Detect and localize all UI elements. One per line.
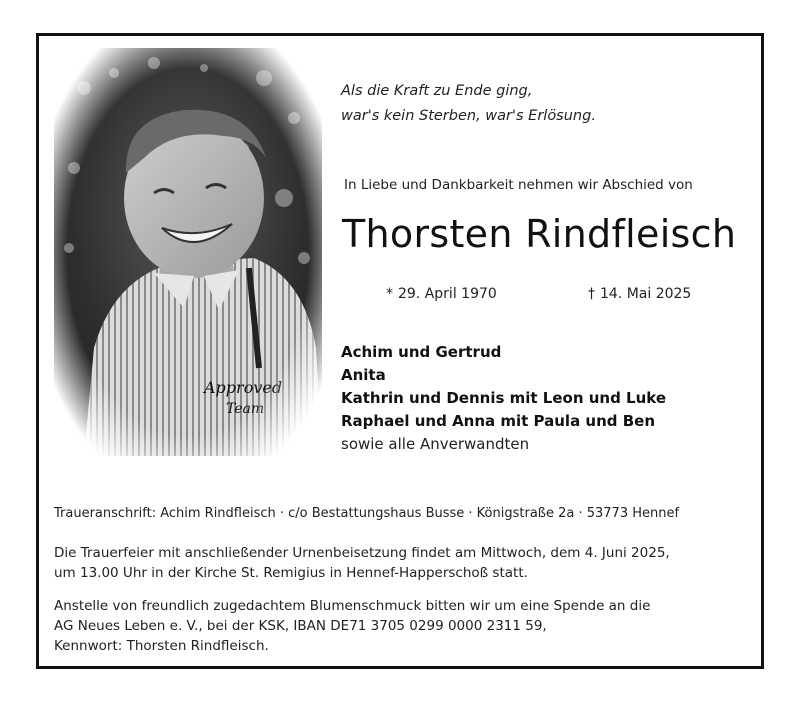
- motto-quote: [341, 79, 596, 129]
- donation-line-1: Anstelle von freundlich zugedachtem Blumenschmuck bitten wir um eine Spende an die: [54, 598, 651, 614]
- death-date-value: 14. Mai 2025: [600, 286, 692, 302]
- ceremony-line-1: Die Trauerfeier mit anschließender Urnenbeisetzung findet am Mittwoch, dem 4. Juni 2025,: [54, 545, 670, 561]
- motto-line-2: war's kein Sterben, war's Erlösung.: [341, 108, 596, 124]
- donation-line-3: Kennwort: Thorsten Rindfleisch.: [54, 638, 269, 654]
- donation-info: [54, 596, 650, 656]
- death-date: [588, 286, 691, 302]
- family-member: Achim und Gertrud: [341, 343, 502, 361]
- mourning-address: Traueranschrift: Achim Rindfleisch · c/o Bestattungshaus Busse · Königstraße 2a · 53773 Hennef: [54, 506, 680, 521]
- ceremony-line-2: um 13.00 Uhr in der Kirche St. Remigius in Hennef-Happerschoß statt.: [54, 565, 528, 581]
- birth-symbol-icon: *: [386, 286, 393, 302]
- ceremony-info: [54, 543, 670, 583]
- death-cross-icon: †: [588, 286, 595, 302]
- birth-date: [386, 286, 497, 302]
- family-member: Kathrin und Dennis mit Leon und Luke: [341, 389, 667, 407]
- family-member: Raphael und Anna mit Paula und Ben: [341, 412, 656, 430]
- family-relatives: sowie alle Anverwandten: [341, 435, 530, 453]
- family-list: [341, 341, 666, 456]
- birth-date-value: 29. April 1970: [398, 286, 497, 302]
- deceased-name: Thorsten Rindfleisch: [342, 212, 737, 256]
- intro-text: In Liebe und Dankbarkeit nehmen wir Abschied von: [344, 177, 693, 193]
- motto-line-1: Als die Kraft zu Ende ging,: [341, 83, 533, 99]
- portrait-photo: [54, 48, 322, 456]
- family-member: Anita: [341, 366, 386, 384]
- donation-line-2: AG Neues Leben e. V., bei der KSK, IBAN DE71 3705 0299 0000 2311 59,: [54, 618, 547, 634]
